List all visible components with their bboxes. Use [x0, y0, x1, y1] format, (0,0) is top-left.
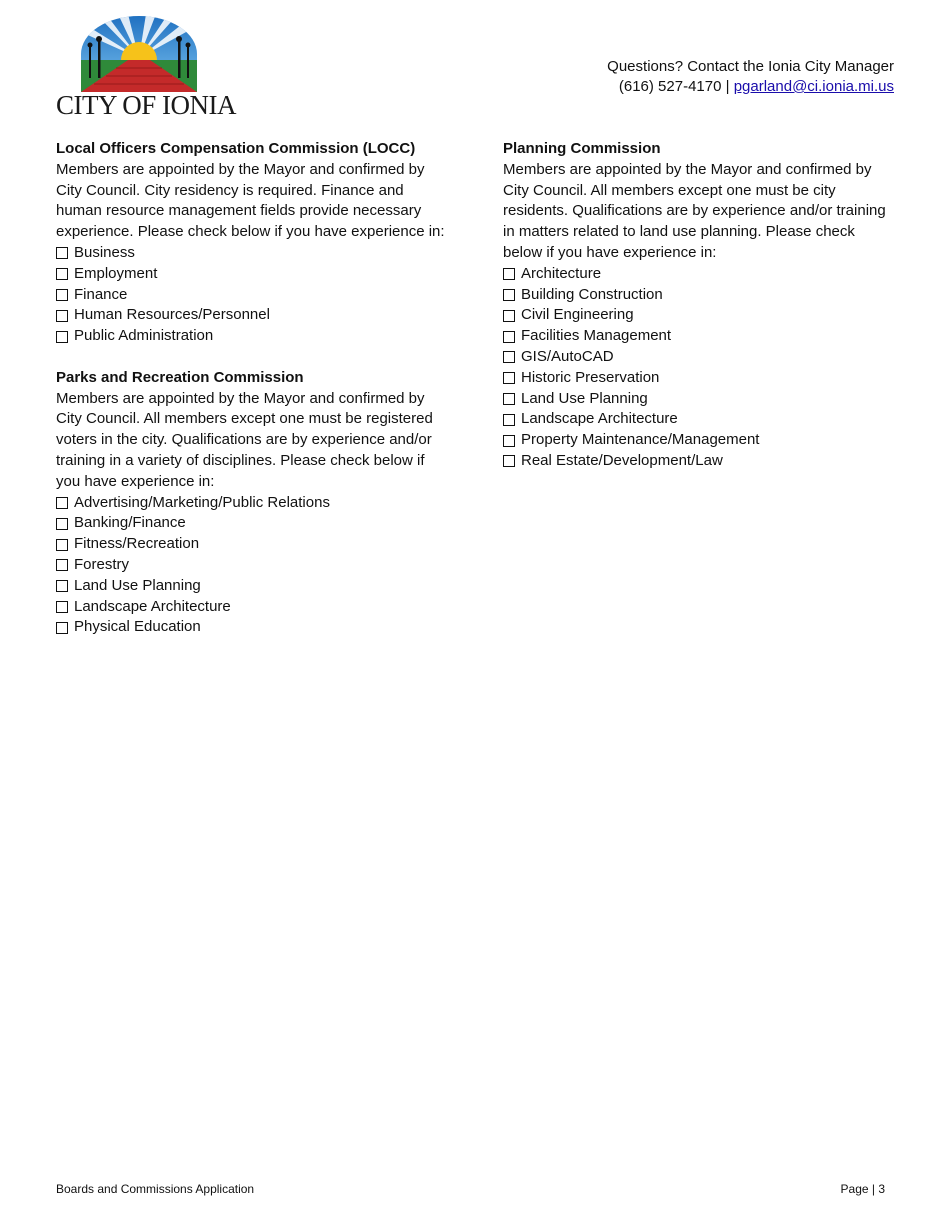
checkbox[interactable]: [56, 289, 68, 301]
parks-section: [56, 368, 451, 638]
checkbox[interactable]: [503, 372, 515, 384]
page-number: Page | 3: [840, 1182, 885, 1196]
checkbox-item[interactable]: [56, 493, 451, 514]
parks-description: Members are appointed by the Mayor and confirmed by City Council. All members except one must be registered voters in the city. Qualifications are by experience and/or training in a variety of disciplines. Please check below if you have experience in:: [56, 389, 433, 490]
parks-title: Parks and Recreation Commission: [56, 368, 304, 386]
checkbox-item[interactable]: [503, 264, 898, 285]
checkbox[interactable]: [56, 310, 68, 322]
checkbox[interactable]: [56, 601, 68, 613]
checkbox[interactable]: [56, 580, 68, 592]
phone-number: (616) 527-4170: [618, 78, 722, 95]
checkbox-label: Business: [74, 243, 135, 261]
planning-checklist: [503, 264, 898, 472]
checkbox-label: Physical Education: [74, 618, 201, 636]
checkbox-label: Public Administration: [74, 327, 214, 345]
contact-block: [607, 57, 894, 97]
checkbox-label: Property Maintenance/Management: [521, 431, 760, 449]
checkbox-item[interactable]: [56, 305, 451, 326]
checkbox-item[interactable]: [56, 513, 451, 534]
city-logo: [56, 14, 236, 120]
checkbox[interactable]: [503, 435, 515, 447]
separator: |: [725, 78, 730, 95]
locc-checklist: [56, 243, 451, 347]
checkbox[interactable]: [503, 414, 515, 426]
checkbox[interactable]: [503, 289, 515, 301]
checkbox-item[interactable]: [503, 285, 898, 306]
checkbox-label: Banking/Finance: [74, 514, 186, 532]
locc-description: Members are appointed by the Mayor and confirmed by City Council. City residency is required. Finance and human resource management fields provide necessary experience. Please check below if you have experience in:: [56, 160, 445, 241]
left-column: [56, 139, 451, 638]
checkbox-item[interactable]: [56, 555, 451, 576]
checkbox-label: GIS/AutoCAD: [521, 347, 614, 365]
checkbox-label: Finance: [74, 285, 128, 303]
checkbox[interactable]: [503, 351, 515, 363]
checkbox-item[interactable]: [56, 326, 451, 347]
checkbox-label: Facilities Management: [521, 327, 672, 345]
checkbox-item[interactable]: [503, 305, 898, 326]
checkbox-label: Landscape Architecture: [74, 597, 231, 615]
contact-line: Questions? Contact the Ionia City Manager: [607, 58, 894, 75]
locc-section: [56, 139, 451, 347]
checkbox-item[interactable]: [503, 409, 898, 430]
planning-title: Planning Commission: [503, 140, 661, 157]
checkbox-label: Human Resources/Personnel: [74, 306, 270, 324]
footer-title: Boards and Commissions Application: [56, 1182, 255, 1196]
checkbox-item[interactable]: [56, 597, 451, 618]
checkbox[interactable]: [503, 310, 515, 322]
logo-text: CITY OF IONIA: [56, 90, 236, 120]
parks-checklist: [56, 493, 451, 639]
checkbox-item[interactable]: [56, 285, 451, 306]
checkbox-item[interactable]: [56, 264, 451, 285]
checkbox-label: Advertising/Marketing/Public Relations: [74, 493, 330, 511]
checkbox[interactable]: [56, 247, 68, 259]
checkbox[interactable]: [503, 268, 515, 280]
checkbox[interactable]: [56, 497, 68, 509]
checkbox-label: Land Use Planning: [521, 389, 648, 407]
checkbox-item[interactable]: [503, 368, 898, 389]
logo-emblem-icon: [56, 14, 222, 92]
checkbox-label: Forestry: [74, 555, 130, 573]
checkbox[interactable]: [503, 331, 515, 343]
checkbox-item[interactable]: [56, 534, 451, 555]
checkbox-item[interactable]: [503, 347, 898, 368]
checkbox[interactable]: [56, 268, 68, 280]
checkbox[interactable]: [56, 559, 68, 571]
checkbox-label: Employment: [74, 264, 158, 282]
checkbox-label: Land Use Planning: [74, 576, 201, 594]
checkbox[interactable]: [56, 518, 68, 530]
checkbox[interactable]: [56, 622, 68, 634]
checkbox-label: Fitness/Recreation: [74, 535, 200, 553]
checkbox-item[interactable]: [56, 576, 451, 597]
checkbox[interactable]: [503, 393, 515, 405]
locc-title: Local Officers Compensation Commission (LOCC): [56, 140, 416, 157]
planning-section: [503, 139, 898, 472]
checkbox[interactable]: [503, 455, 515, 467]
checkbox-item[interactable]: [503, 389, 898, 410]
checkbox-item[interactable]: [503, 451, 898, 472]
checkbox-item[interactable]: [56, 617, 451, 638]
checkbox[interactable]: [56, 331, 68, 343]
checkbox-label: Architecture: [521, 264, 602, 282]
right-column: [503, 139, 898, 472]
email-link[interactable]: pgarland@ci.ionia.mi.us: [733, 78, 894, 95]
checkbox-label: Landscape Architecture: [521, 410, 678, 428]
checkbox[interactable]: [56, 539, 68, 551]
checkbox-item[interactable]: [56, 243, 451, 264]
contact-phone-email: [607, 77, 894, 97]
planning-description: Members are appointed by the Mayor and confirmed by City Council. All members except one must be city residents. Qualifications are by experience and/or training in matters related to land use planning. Please check below if you have experience in:: [503, 160, 886, 261]
checkbox-label: Historic Preservation: [521, 368, 660, 386]
checkbox-label: Civil Engineering: [521, 306, 634, 324]
checkbox-label: Building Construction: [521, 285, 663, 303]
checkbox-label: Real Estate/Development/Law: [521, 451, 723, 469]
checkbox-item[interactable]: [503, 430, 898, 451]
checkbox-item[interactable]: [503, 326, 898, 347]
